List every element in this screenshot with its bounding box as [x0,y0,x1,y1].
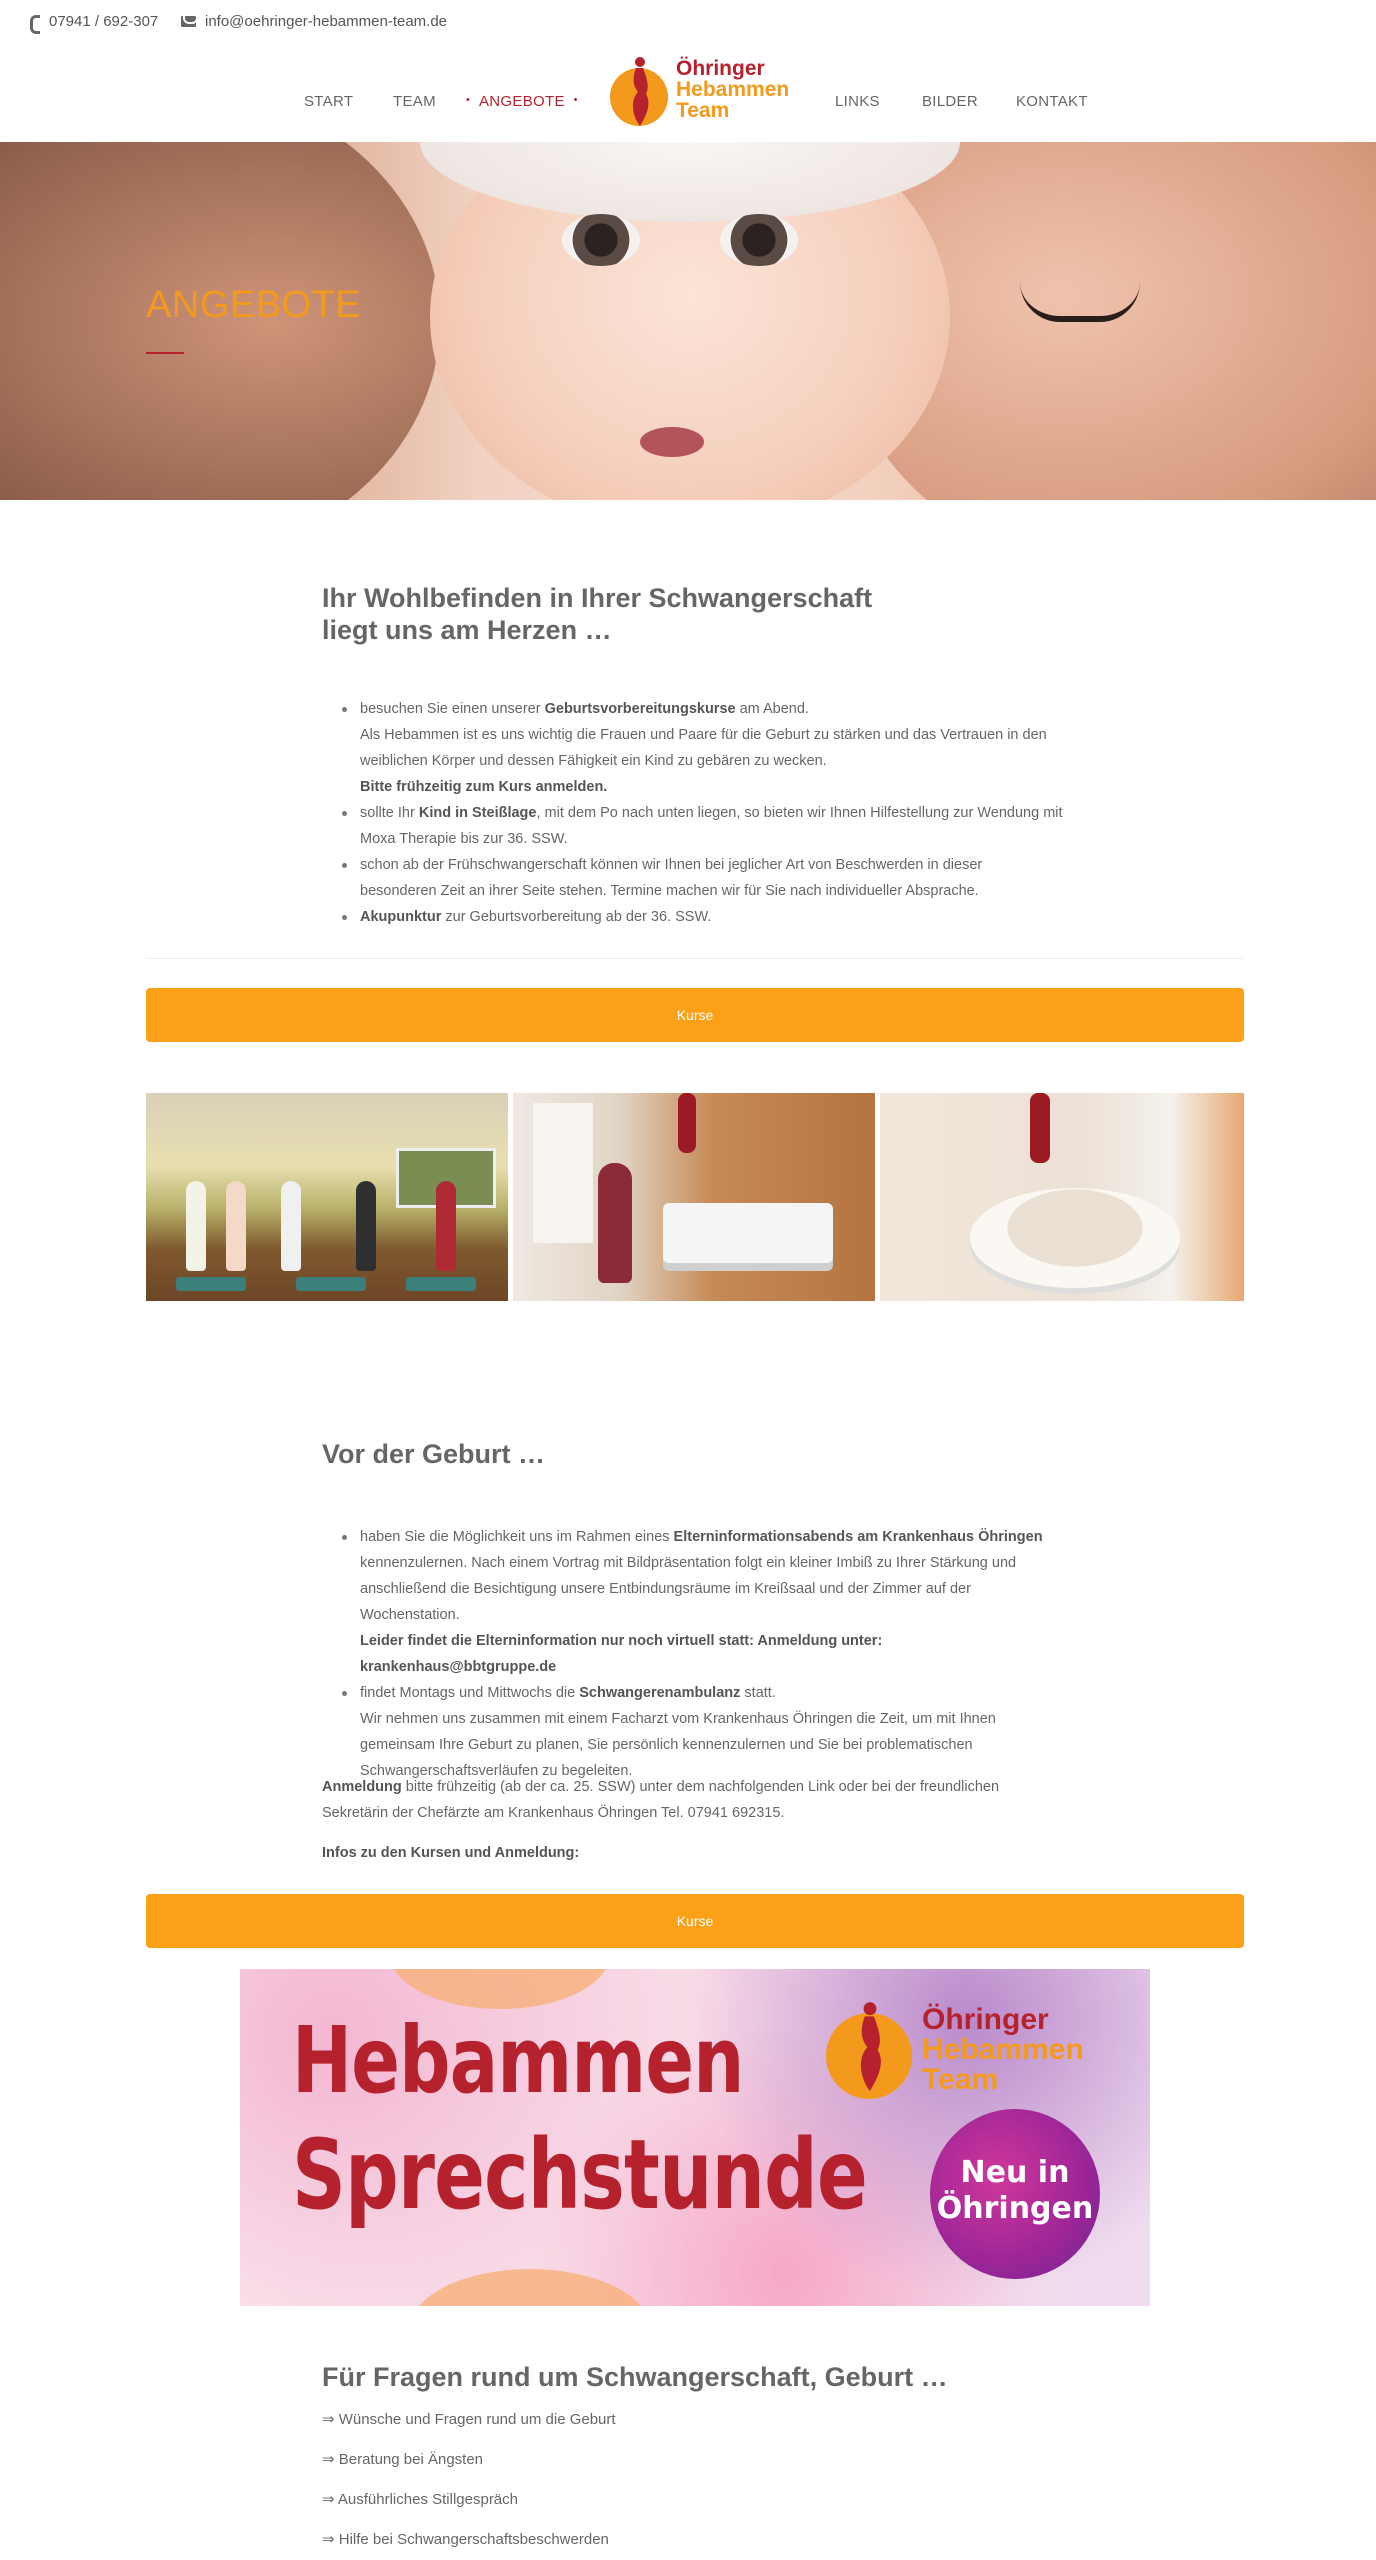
title-underline [146,352,184,354]
hero-photo-mouth [640,427,704,457]
list-item: ⇒ Ausführliches Stillgespräch [322,2491,518,2508]
phone-number[interactable]: 07941 / 692-307 [49,13,159,30]
photo-detail [533,1103,593,1243]
kurse-button[interactable]: Kurse [146,988,1244,1042]
list-item [340,852,1080,904]
list-item: ⇒ Wünsche und Fragen rund um die Geburt [322,2411,616,2428]
offer-list [340,696,1080,930]
photo-detail [970,1188,1180,1288]
banner-logo-line: Öhringer [922,2003,1049,2036]
item-text: Wir nehmen uns zusammen mit einem Facharzt vom Krankenhaus Öhringen die Zeit, um mit Ihnen [360,1711,996,1727]
photo-detail [406,1277,476,1291]
item-text: Als Hebammen ist es uns wichtig die Frauen und Paare für die Geburt zu stärken und das Vertrauen in den [360,727,1047,743]
hero-banner [0,142,1376,500]
section-title-vor-der-geburt: Vor der Geburt … [322,1439,546,1469]
section-title-line: Ihr Wohlbefinden in Ihrer Schwangerschaft [322,583,873,613]
banner-decoration [410,2269,650,2306]
pre-birth-list [340,1524,1080,1784]
item-text: findet Montags und Mittwochs die [360,1685,580,1701]
anmeldung-text: bitte frühzeitig (ab der ca. 25. SSW) unter dem nachfolgenden Link oder bei der freundlichen [401,1779,1000,1795]
banner-logo-line: Hebammen [922,2033,1084,2066]
item-text: gemeinsam Ihre Geburt zu planen, Sie persönlich kennenzulernen und Sie bei problematischen [360,1737,973,1753]
question-list [322,2410,616,2560]
banner-logo [822,1987,1082,2107]
photo-detail [226,1181,246,1271]
photo-detail [663,1203,833,1263]
neu-badge [930,2109,1100,2279]
item-text: besuchen Sie einen unserer [360,701,545,717]
item-text: am Abend. [735,701,809,717]
nav-start[interactable]: START [304,93,354,110]
banner-logo-figure-icon [852,1993,888,2099]
logo-wordmark [676,58,789,121]
item-text: anschließend die Besichtigung unsere Entbindungsräume im Kreißsaal und der Zimmer auf der [360,1581,971,1597]
photo-delivery-room[interactable] [513,1093,875,1301]
banner-logo-wordmark [922,2005,1084,2095]
item-text: Wochenstation. [360,1607,460,1623]
item-bold: Schwangerenambulanz [579,1685,741,1701]
photo-detail [296,1277,366,1291]
logo-line-3: Team [676,99,730,122]
item-text: , mit dem Po nach unten liegen, so bieten wir Ihnen Hilfestellung zur Wendung mit [536,805,1063,821]
item-text: schon ab der Frühschwangerschaft können wir Ihnen bei jeglicher Art von Beschwerden in dieser [360,857,983,873]
nav-team[interactable]: TEAM [393,93,436,110]
anmeldung-bold: Anmeldung [322,1779,402,1795]
nav-bilder[interactable]: BILDER [922,93,978,110]
anmeldung-paragraph [322,1774,1042,1826]
envelope-icon [181,16,196,27]
list-item: ⇒ Beratung bei Ängsten [322,2451,484,2468]
main-navigation [0,44,1376,142]
item-text: zur Geburtsvorbereitung ab der 36. SSW. [441,909,712,925]
list-item [340,904,1080,930]
nav-kontakt[interactable]: KONTAKT [1016,93,1088,110]
banner-logo-line: Team [922,2063,999,2096]
photo-detail [598,1163,632,1283]
page-title: ANGEBOTE [146,284,362,326]
nav-links[interactable]: LINKS [835,93,880,110]
item-bold: Kind in Steißlage [418,805,537,821]
section-title-fragen: Für Fragen rund um Schwangerschaft, Geburt … [322,2362,948,2392]
item-bold: Bitte frühzeitig zum Kurs anmelden. [360,779,608,795]
photo-course-room[interactable] [146,1093,508,1301]
divider [146,958,1244,959]
photo-detail [436,1181,456,1271]
item-text: kennenzulernen. Nach einem Vortrag mit Bildpräsentation folgt ein kleiner Imbiß zu Ihrer Stärkung und [360,1555,1017,1571]
badge-line: Neu in [960,2155,1070,2190]
banner-headline-1: Hebammen [292,2007,744,2114]
item-bold: Akupunktur [360,909,442,925]
list-item [340,1524,1080,1680]
anmeldung-text: Sekretärin der Chefärzte am Krankenhaus Öhringen Tel. 07941 692315. [322,1805,785,1821]
logo-line-2: Hebammen [676,78,790,101]
item-bold: Geburtsvorbereitungskurse [544,701,736,717]
top-contact-bar [0,0,1376,44]
banner-headline-2: Sprechstunde [292,2119,867,2231]
sprechstunde-banner[interactable] [240,1969,1150,2306]
item-text: haben Sie die Möglichkeit uns im Rahmen eines [360,1529,674,1545]
photo-detail [186,1181,206,1271]
phone-icon [28,15,40,28]
photo-birthing-tub[interactable] [880,1093,1244,1301]
item-text: Schwangerschaftsverläufen zu begeleiten. [360,1763,633,1779]
item-text: statt. [740,1685,776,1701]
list-item [340,800,1080,852]
hero-photo-eye [562,214,640,266]
infos-bold: Infos zu den Kursen und Anmeldung: [322,1845,580,1861]
hero-photo-eye [720,214,798,266]
badge-line: Öhringen [936,2191,1094,2226]
item-text: besonderen Zeit an ihrer Seite stehen. Termine machen wir für Sie nach individueller Absprache. [360,883,979,899]
item-text: Moxa Therapie bis zur 36. SSW. [360,831,568,847]
photo-detail [356,1181,376,1271]
item-bold: Elterninformationsabends am Krankenhaus Öhringen [673,1529,1043,1545]
list-item [340,696,1080,800]
list-item [340,1680,1080,1784]
item-bold: Leider findet die Elterninformation nur noch virtuell statt: Anmeldung unter: krankenhaus@bbtgruppe.de [360,1633,883,1675]
photo-detail [1030,1093,1050,1163]
list-item: ⇒ Hilfe bei Schwangerschaftsbeschwerden [322,2531,609,2548]
item-text: weiblichen Körper und dessen Fähigkeit ein Kind zu gebären zu wecken. [360,753,827,769]
nav-angebote[interactable]: • ANGEBOTE • [479,93,565,110]
email-contact[interactable] [181,13,447,30]
site-logo[interactable] [608,48,790,130]
photo-detail [678,1093,696,1153]
item-text: sollte Ihr [360,805,419,821]
section-title-wohlbefinden [322,582,872,646]
photo-detail [281,1181,301,1271]
kurse-button-2[interactable]: Kurse [146,1894,1244,1948]
section-title-line: liegt uns am Herzen … [322,615,612,645]
phone-contact[interactable] [28,13,158,30]
logo-figure-icon [626,56,654,126]
email-address[interactable]: info@oehringer-hebammen-team.de [205,13,448,30]
banner-decoration [390,1969,610,2009]
logo-line-1: Öhringer [676,57,765,80]
photo-detail [176,1277,246,1291]
infos-label [322,1840,1042,1866]
